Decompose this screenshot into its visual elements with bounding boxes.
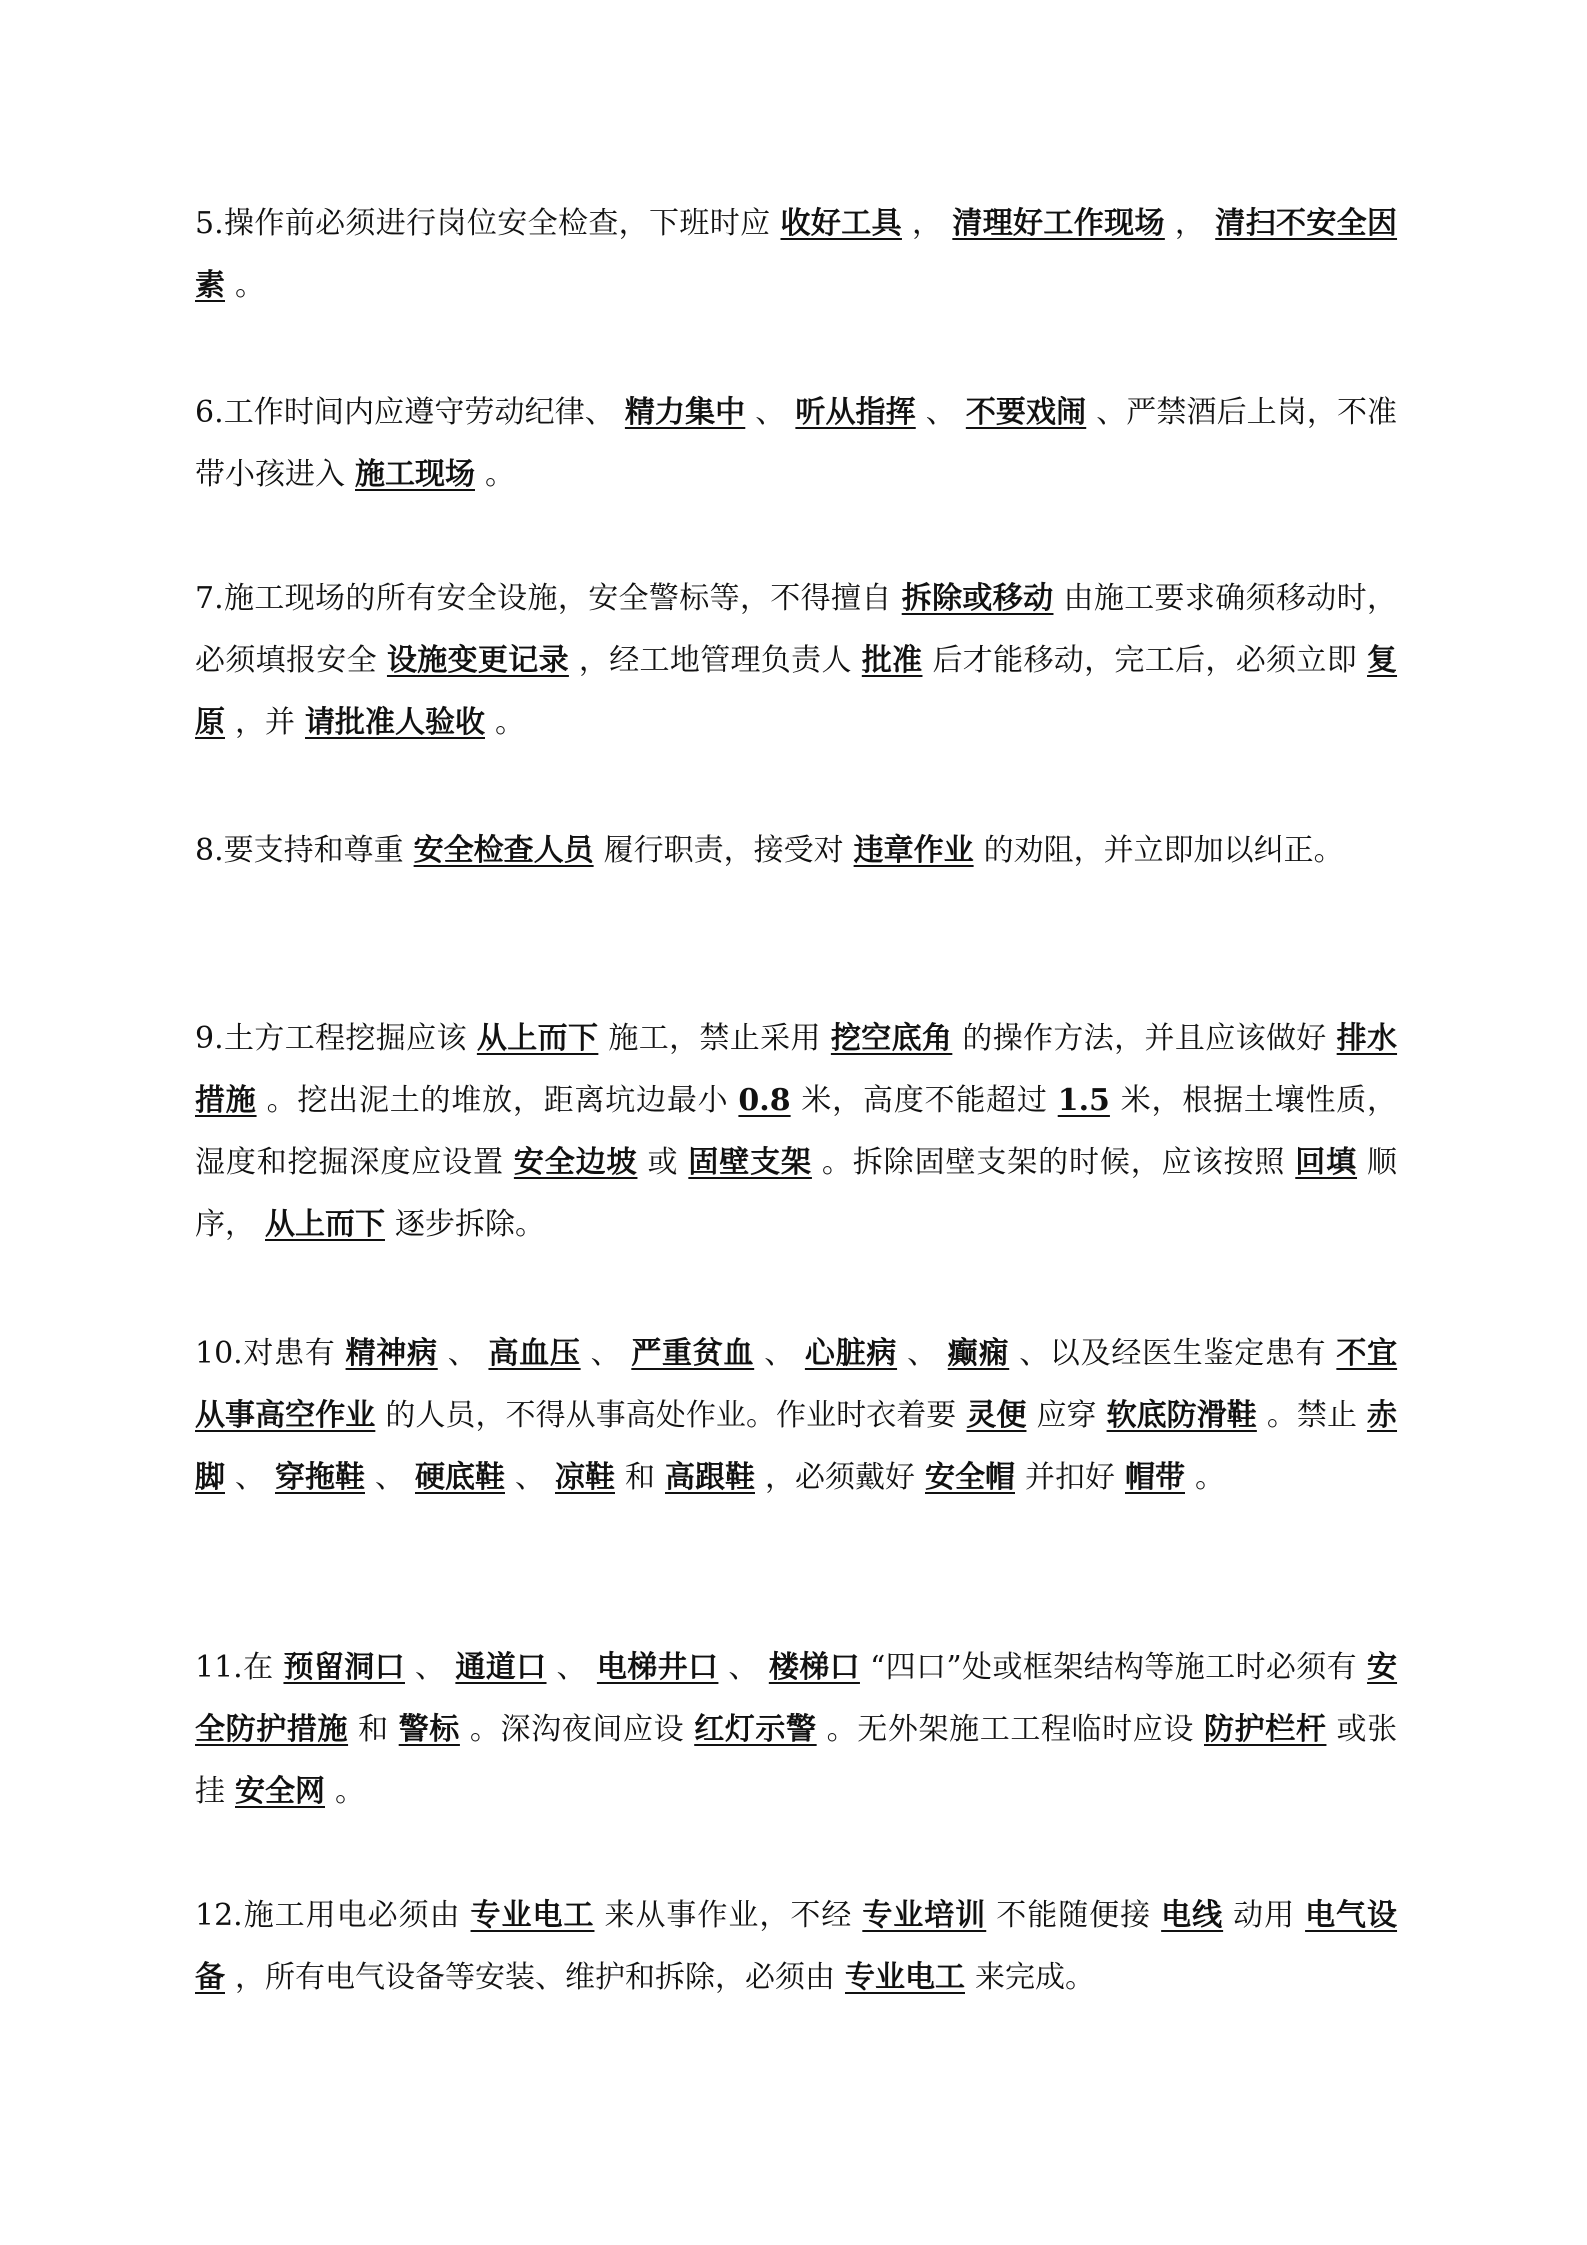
- question-text: 12.施工用电必须由: [195, 1898, 461, 1933]
- question-text: 。: [235, 268, 265, 303]
- answer-blank: 从上而下: [265, 1207, 385, 1242]
- question-text: 。: [335, 1774, 365, 1809]
- question-text: “四口”处或框架结构等施工时必须有: [869, 1650, 1358, 1685]
- answer-blank: 复原: [195, 643, 1398, 740]
- question-text: 米，根据土壤性质，湿度和挖掘深度应设置: [195, 1083, 1398, 1180]
- question-text: 的人员，不得从事高处作业。作业时衣着要: [385, 1398, 957, 1433]
- question-8: [195, 820, 1397, 882]
- question-text: 。: [495, 705, 525, 740]
- question-11: [195, 1637, 1397, 1823]
- answer-blank: 高血压: [488, 1336, 581, 1371]
- answer-blank: 挖空底角: [830, 1021, 953, 1056]
- answer-blank: 硬底鞋: [415, 1460, 505, 1495]
- question-10: [195, 1323, 1397, 1509]
- answer-blank: 违章作业: [853, 833, 974, 868]
- answer-blank: 电梯井口: [596, 1650, 719, 1685]
- answer-blank: 不宜从事高空作业: [195, 1336, 1398, 1433]
- answer-blank: 安全检查人员: [413, 833, 594, 868]
- question-text: 7.施工现场的所有安全设施，安全警标等，不得擅自: [195, 581, 892, 616]
- question-text: 和: [358, 1712, 389, 1747]
- answer-blank: 预留洞口: [283, 1650, 405, 1685]
- question-12: [195, 1885, 1397, 2009]
- answer-blank: 凉鞋: [555, 1460, 615, 1495]
- answer-blank: 精神病: [345, 1336, 438, 1371]
- question-text: 10.对患有: [195, 1336, 336, 1371]
- question-text: 。无外架施工工程临时应设: [826, 1712, 1194, 1747]
- answer-blank: 专业培训: [862, 1898, 987, 1933]
- answer-blank: 电线: [1161, 1898, 1224, 1933]
- question-text: ，经工地管理负责人: [578, 643, 852, 678]
- question-text: 并扣好: [1025, 1460, 1115, 1495]
- answer-blank: 清扫不安全因素: [195, 206, 1398, 303]
- answer-blank: 严重贫血: [631, 1336, 755, 1371]
- question-text: 、: [728, 1650, 759, 1685]
- question-text: 、: [755, 395, 786, 430]
- question-text: 由施工要求确须移动时，必须填报安全: [195, 581, 1398, 678]
- question-text: ，必须戴好: [765, 1460, 915, 1495]
- question-text: 的劝阻，并立即加以纠正。: [983, 833, 1344, 868]
- answer-blank: 帽带: [1125, 1460, 1185, 1495]
- question-text: 6.工作时间内应遵守劳动纪律、: [195, 395, 615, 430]
- question-text: 后才能移动，完工后，必须立即: [932, 643, 1358, 678]
- question-text: 、: [925, 395, 956, 430]
- answer-blank: 回填: [1295, 1145, 1358, 1180]
- answer-blank: 专业电工: [470, 1898, 595, 1933]
- answer-blank: 赤脚: [195, 1398, 1398, 1495]
- answer-blank: 不要戏闹: [965, 395, 1087, 430]
- question-text: 。深沟夜间应设: [469, 1712, 685, 1747]
- question-text: 。拆除固壁支架的时候，应该按照: [821, 1145, 1286, 1180]
- question-text: 、严禁酒后上岗，不准带小孩进入: [195, 395, 1398, 492]
- answer-blank: 设施变更记录: [386, 643, 569, 678]
- answer-blank: 楼梯口: [768, 1650, 860, 1685]
- question-text: 。禁止: [1266, 1398, 1358, 1433]
- answer-blank: 安全防护措施: [195, 1650, 1398, 1747]
- answer-blank: 安全网: [235, 1774, 325, 1809]
- answer-blank: 批准: [861, 643, 923, 678]
- question-text: 来完成。: [975, 1960, 1095, 1995]
- question-9: [195, 1008, 1397, 1256]
- answer-blank: 拆除或移动: [901, 581, 1054, 616]
- question-text: 履行职责，接受对: [603, 833, 844, 868]
- question-text: 、: [907, 1336, 938, 1371]
- question-text: 、以及经医生鉴定患有: [1019, 1336, 1327, 1371]
- question-text: 米，高度不能超过: [800, 1083, 1048, 1118]
- answer-blank: 精力集中: [624, 395, 746, 430]
- question-text: 、: [375, 1460, 405, 1495]
- question-text: 、: [556, 1650, 587, 1685]
- question-text: 、: [447, 1336, 479, 1371]
- question-7: [195, 568, 1397, 754]
- answer-blank: 专业电工: [845, 1960, 965, 1995]
- question-text: 动用: [1233, 1898, 1296, 1933]
- answer-blank: 固壁支架: [688, 1145, 812, 1180]
- question-text: ，: [1174, 206, 1206, 241]
- question-text: 8.要支持和尊重: [195, 833, 404, 868]
- question-text: 和: [625, 1460, 655, 1495]
- question-text: 、: [414, 1650, 446, 1685]
- question-text: 、: [764, 1336, 795, 1371]
- question-text: 来从事作业，不经: [604, 1898, 853, 1933]
- answer-blank: 听从指挥: [795, 395, 916, 430]
- answer-blank: 灵便: [966, 1398, 1027, 1433]
- answer-blank: 癫痫: [947, 1336, 1010, 1371]
- question-text: 11.在: [195, 1650, 274, 1685]
- question-text: 、: [590, 1336, 622, 1371]
- question-text: 的操作方法，并且应该做好: [962, 1021, 1327, 1056]
- question-text: 。: [485, 457, 515, 492]
- answer-blank: 请批准人验收: [305, 705, 485, 740]
- question-text: 应穿: [1036, 1398, 1097, 1433]
- answer-blank: 0.8: [738, 1083, 791, 1118]
- answer-blank: 排水措施: [195, 1021, 1398, 1118]
- question-text: 。: [1195, 1460, 1225, 1495]
- question-text: 。挖出泥土的堆放，距离坑边最小: [266, 1083, 729, 1118]
- answer-blank: 清理好工作现场: [952, 206, 1165, 241]
- answer-blank: 防护栏杆: [1204, 1712, 1327, 1747]
- question-5: [195, 193, 1397, 317]
- answer-blank: 施工现场: [355, 457, 475, 492]
- answer-blank: 软底防滑鞋: [1106, 1398, 1257, 1433]
- answer-blank: 警标: [398, 1712, 460, 1747]
- question-text: 、: [235, 1460, 265, 1495]
- answer-blank: 安全边坡: [513, 1145, 638, 1180]
- question-text: 或: [647, 1145, 679, 1180]
- answer-blank: 高跟鞋: [665, 1460, 755, 1495]
- question-text: 顺序，: [195, 1145, 1398, 1242]
- question-text: 施工，禁止采用: [608, 1021, 821, 1056]
- answer-blank: 从上而下: [476, 1021, 599, 1056]
- answer-blank: 心脏病: [804, 1336, 898, 1371]
- question-text: ，所有电气设备等安装、维护和拆除，必须由: [235, 1960, 835, 1995]
- question-text: 、: [515, 1460, 545, 1495]
- question-text: 不能随便接: [996, 1898, 1152, 1933]
- question-text: ，: [911, 206, 943, 241]
- answer-blank: 电气设备: [195, 1898, 1398, 1995]
- answer-blank: 通道口: [455, 1650, 547, 1685]
- question-text: 或张挂: [195, 1712, 1398, 1809]
- answer-blank: 穿拖鞋: [275, 1460, 365, 1495]
- question-6: [195, 382, 1397, 506]
- answer-blank: 红灯示警: [694, 1712, 817, 1747]
- question-text: ，并: [235, 705, 295, 740]
- question-text: 9.土方工程挖掘应该: [195, 1021, 467, 1056]
- question-text: 5.操作前必须进行岗位安全检查，下班时应: [195, 206, 771, 241]
- answer-blank: 安全帽: [925, 1460, 1015, 1495]
- question-text: 逐步拆除。: [395, 1207, 545, 1242]
- answer-blank: 1.5: [1057, 1083, 1110, 1118]
- answer-blank: 收好工具: [780, 206, 902, 241]
